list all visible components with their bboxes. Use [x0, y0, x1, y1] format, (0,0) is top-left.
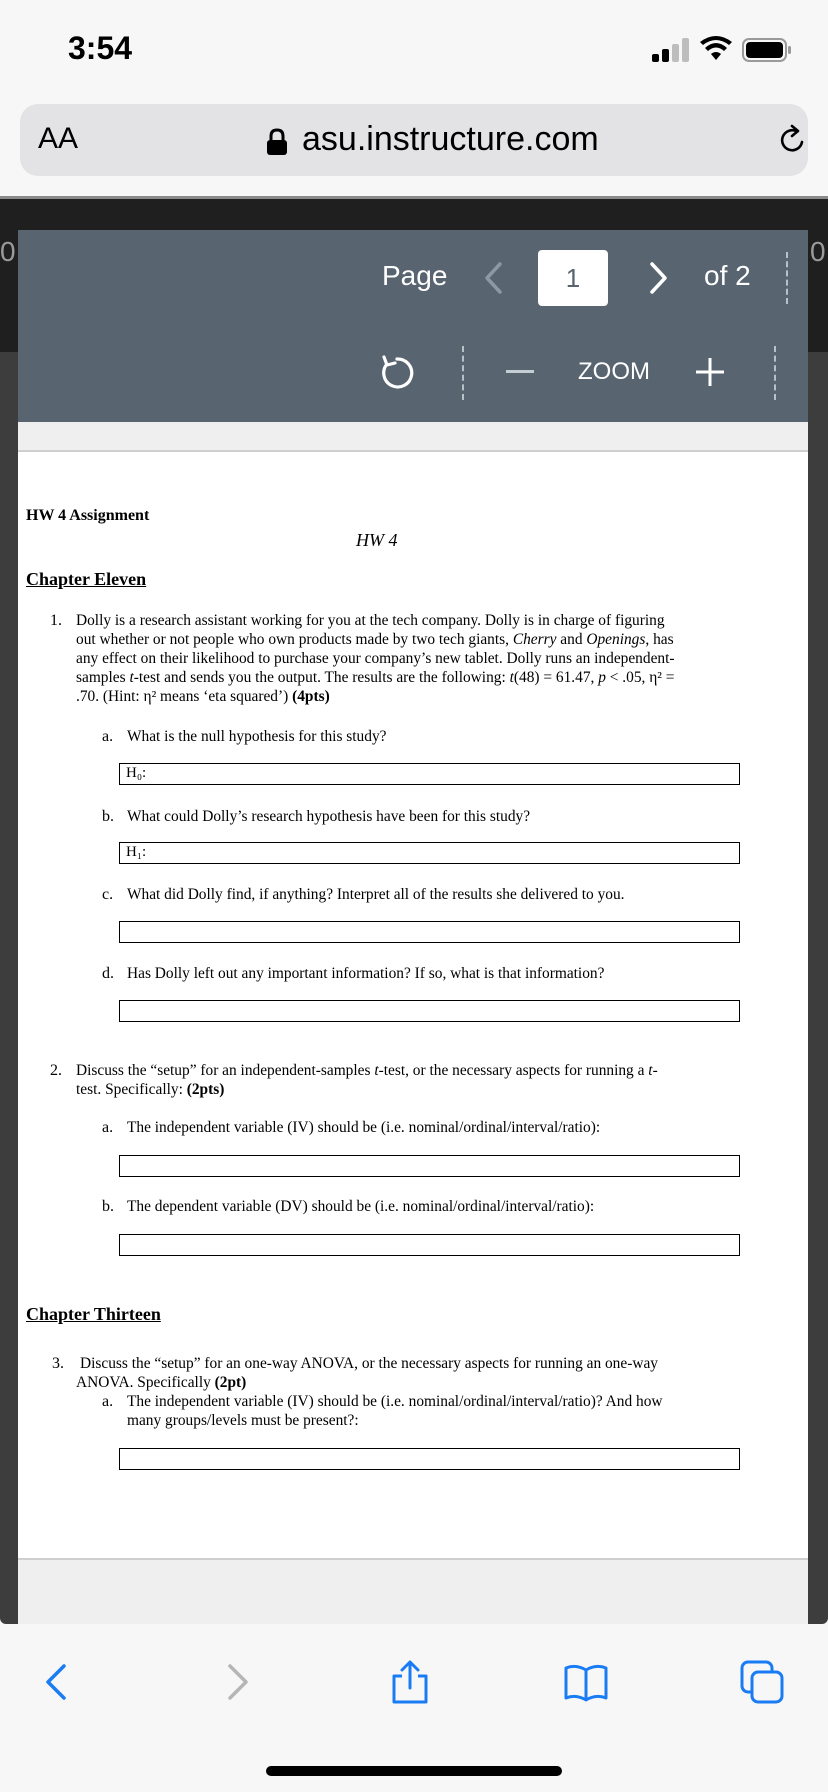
question-3-line: Discuss the “setup” for an one-way ANOVA, or the necessary aspects for running an one-way	[80, 1355, 658, 1372]
question-3a-line: The independent variable (IV) should be (i.e. nominal/ordinal/interval/ratio)? And how	[127, 1393, 663, 1410]
pdf-toolbar	[18, 230, 808, 422]
question-2b-text: The dependent variable (DV) should be (i.e. nominal/ordinal/interval/ratio):	[127, 1198, 595, 1215]
question-2-line: test. Specifically: (2pts)	[76, 1081, 225, 1098]
answer-2b-field[interactable]	[119, 1234, 740, 1256]
question-1-line: out whether or not people who own products made by two tech giants, Cherry and Openings, has	[76, 631, 674, 648]
status-time: 3:54	[68, 30, 133, 66]
address-bar[interactable]	[20, 104, 808, 176]
answer-2a-field[interactable]	[119, 1155, 740, 1177]
question-1-number: 1.	[50, 612, 62, 629]
question-1-line: samples t-test and sends you the output. The results are the following: t(48) = 61.47, p < .05, η² =	[76, 669, 675, 686]
document-top-margin	[18, 422, 808, 452]
question-1-line: Dolly is a research assistant working for you at the tech company. Dolly is in charge of figuring	[76, 612, 665, 629]
zoom-out-button[interactable]	[506, 370, 534, 373]
question-3a-line: many groups/levels must be present?:	[127, 1412, 359, 1429]
question-2a-text: The independent variable (IV) should be (i.e. nominal/ordinal/interval/ratio):	[127, 1119, 601, 1136]
question-1d-letter: d.	[102, 965, 114, 982]
zoom-in-button[interactable]	[694, 356, 726, 388]
text-size-button[interactable]: AA	[38, 122, 79, 155]
document-page	[18, 452, 808, 1560]
answer-1c-field[interactable]	[119, 921, 740, 943]
wifi-icon	[700, 36, 732, 62]
chapter-thirteen-heading: Chapter Thirteen	[26, 1304, 161, 1324]
answer-1b-field[interactable]: H₁:	[119, 842, 740, 864]
question-1a-text: What is the null hypothesis for this study?	[127, 728, 387, 745]
chapter-eleven-heading: Chapter Eleven	[26, 569, 147, 589]
question-3a-letter: a.	[102, 1393, 114, 1410]
document-header: HW 4 Assignment	[26, 507, 150, 524]
question-2-number: 2.	[50, 1062, 62, 1079]
answer-3a-field[interactable]	[119, 1448, 740, 1470]
question-2b-letter: b.	[102, 1198, 114, 1215]
answer-1a-field[interactable]: H₀:	[119, 763, 740, 785]
home-indicator	[266, 1766, 562, 1776]
question-2-line: Discuss the “setup” for an independent-samples t-test, or the necessary aspects for running a t-	[76, 1062, 658, 1079]
question-1c-text: What did Dolly find, if anything? Interpret all of the results she delivered to you.	[127, 886, 625, 903]
forward-icon[interactable]	[212, 1658, 260, 1706]
reload-icon[interactable]	[776, 124, 808, 156]
bookmarks-icon[interactable]	[562, 1658, 610, 1706]
page-label: Page	[382, 260, 448, 291]
question-1b-letter: b.	[102, 808, 114, 825]
question-1-line: any effect on their likelihood to purchase your company’s new tablet. Dolly runs an independent-	[76, 650, 675, 667]
back-icon[interactable]	[34, 1658, 82, 1706]
prev-page-button[interactable]	[478, 258, 508, 298]
url-text[interactable]: asu.instructure.com	[302, 120, 599, 158]
question-1b-text: What could Dolly’s research hypothesis have been for this study?	[127, 808, 531, 825]
question-1c-letter: c.	[102, 886, 114, 903]
toolbar-divider	[462, 346, 464, 400]
zoom-label: ZOOM	[578, 358, 650, 385]
page-count-label: of 2	[704, 260, 751, 291]
edge-label-left: 0	[0, 236, 16, 267]
share-icon[interactable]	[386, 1658, 434, 1706]
question-2a-letter: a.	[102, 1119, 114, 1136]
viewer-frame-right	[808, 352, 828, 1624]
question-3-line: ANOVA. Specifically (2pt)	[76, 1374, 247, 1391]
browser-toolbar	[0, 1624, 828, 1792]
tabs-icon[interactable]	[738, 1658, 786, 1706]
document-title: HW 4	[356, 530, 398, 550]
question-3-number: 3.	[52, 1355, 64, 1372]
rotate-icon[interactable]	[378, 354, 416, 392]
next-page-button[interactable]	[644, 258, 674, 298]
status-bar	[0, 0, 828, 100]
answer-1d-field[interactable]	[119, 1000, 740, 1022]
question-1a-letter: a.	[102, 728, 114, 745]
toolbar-divider	[774, 346, 776, 400]
cellular-signal-icon	[652, 38, 692, 62]
document-bottom-margin	[18, 1560, 808, 1624]
question-1d-text: Has Dolly left out any important information? If so, what is that information?	[127, 965, 605, 982]
edge-label-right: 0	[810, 236, 826, 267]
lock-icon	[266, 128, 288, 156]
viewer-frame-left	[0, 352, 18, 1624]
question-1-line: .70. (Hint: η² means ‘eta squared’) (4pts)	[76, 688, 330, 705]
page-number-input[interactable]: 1	[538, 250, 608, 306]
battery-icon	[742, 38, 792, 62]
toolbar-divider	[786, 252, 788, 304]
